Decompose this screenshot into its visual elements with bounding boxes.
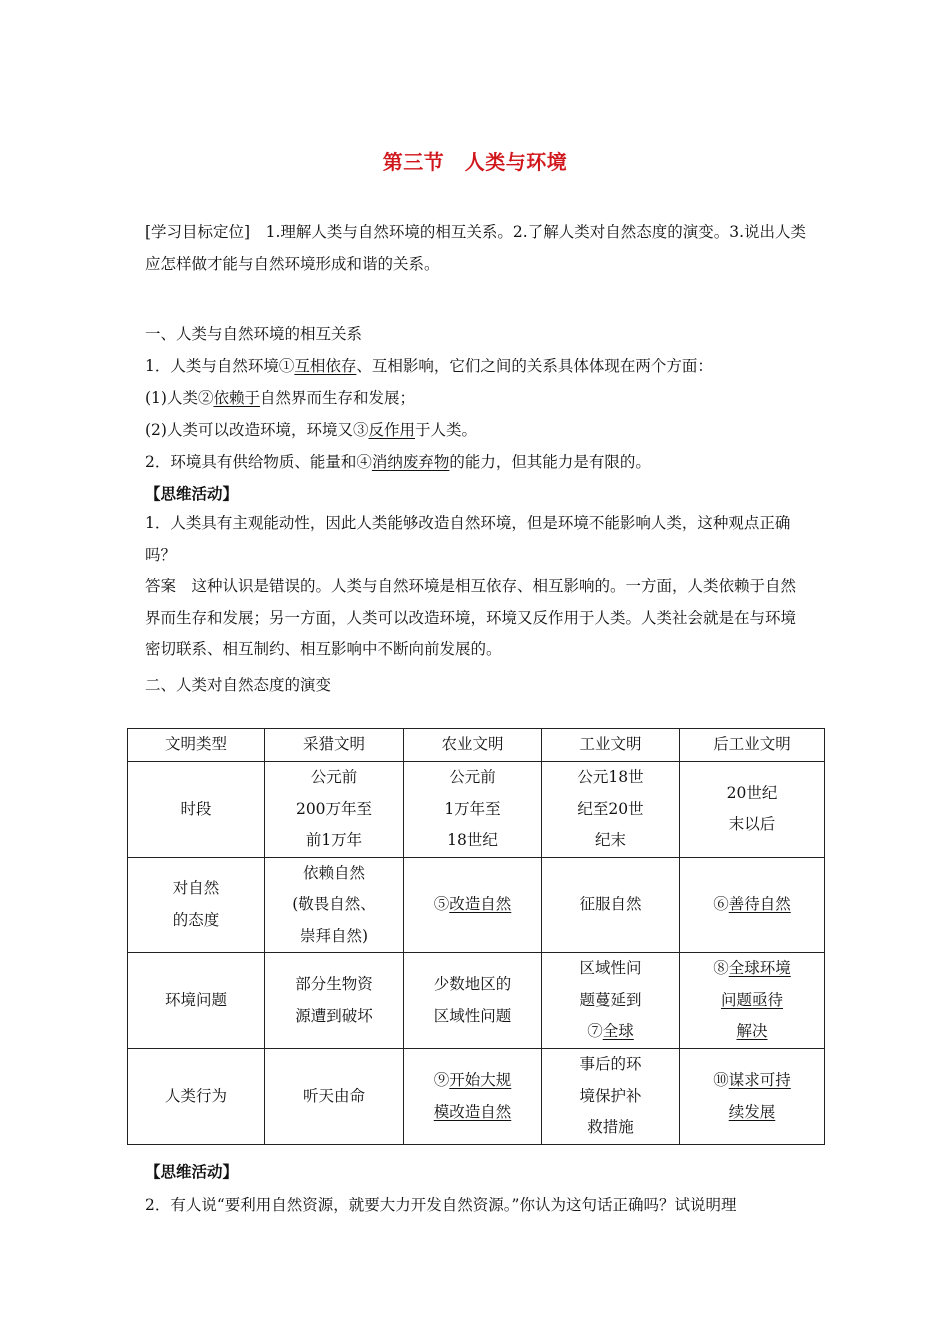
table-cell: 依赖自然 (敬畏自然、 崇拜自然) — [265, 857, 404, 953]
blank-answer: 消纳废弃物 — [371, 453, 450, 471]
row-label: 对自然 的态度 — [128, 857, 265, 953]
table-cell: 区域性问 题蔓延到 ⑦全球 — [542, 953, 680, 1049]
table-header: 采猎文明 — [265, 729, 404, 762]
table-header: 文明类型 — [128, 729, 265, 762]
point-1-2: (2)人类可以改造环境，环境又③反作用于人类。 — [145, 421, 477, 439]
table-row-behavior — [128, 1049, 825, 1145]
point-1-1: (1)人类②依赖于自然界而生存和发展； — [145, 389, 415, 407]
table-cell: 公元前 200万年至 前1万年 — [265, 762, 404, 858]
blank-answer: 全球 — [602, 1022, 634, 1041]
table-header-row — [128, 729, 825, 762]
table-cell: 部分生物资 源遭到破坏 — [265, 953, 404, 1049]
table-cell: ⑥善待自然 — [680, 857, 825, 953]
table-row-period — [128, 762, 825, 858]
blank-answer: 改造自然 — [449, 895, 512, 913]
activity-question-1: 1．人类具有主观能动性，因此人类能够改造自然环境，但是环境不能影响人类，这种观点正确吗？ — [145, 514, 791, 564]
row-label: 环境问题 — [128, 953, 265, 1049]
table-cell: 少数地区的 区域性问题 — [404, 953, 542, 1049]
activity-label-1: 【思维活动】 — [145, 485, 239, 503]
row-label: 时段 — [128, 762, 265, 858]
blank-answer: 开始大规 — [449, 1071, 512, 1089]
activity-answer-1: 答案 这种认识是错误的。人类与自然环境是相互依存、相互影响的。一方面，人类依赖于自然界而生存和发展；另一方面，人类可以改造环境，环境又反作用于人类。人类社会就是在与环境密切联系、相互制约、相互影响中不断向前发展的。 — [145, 577, 797, 658]
table-cell: ⑤改造自然 — [404, 857, 542, 953]
table-row-attitude — [128, 857, 825, 953]
table-row-problem — [128, 953, 825, 1049]
civilization-table — [127, 728, 825, 1145]
table-cell: 听天由命 — [265, 1049, 404, 1145]
table-header: 农业文明 — [404, 729, 542, 762]
section-heading-1: 一、人类与自然环境的相互关系 — [145, 325, 363, 343]
row-label: 人类行为 — [128, 1049, 265, 1145]
table-cell: 20世纪 末以后 — [680, 762, 825, 858]
blank-answer: 谋求可持 — [728, 1071, 791, 1089]
blank-answer: 善待自然 — [728, 895, 791, 913]
point-2: 2．环境具有供给物质、能量和④消纳废弃物的能力，但其能力是有限的。 — [145, 453, 651, 471]
table-header: 工业文明 — [542, 729, 680, 762]
table-cell: ⑧全球环境 问题亟待 解决 — [680, 953, 825, 1049]
blank-answer: 全球环境 — [728, 959, 791, 978]
blank-answer: 反作用 — [368, 421, 415, 439]
section-heading-2: 二、人类对自然态度的演变 — [145, 676, 332, 694]
point-1: 1．人类与自然环境①互相依存、互相影响，它们之间的关系具体体现在两个方面： — [145, 357, 713, 375]
goals-label: [学习目标定位] — [145, 223, 251, 241]
table-cell: 征服自然 — [542, 857, 680, 953]
table-cell: ⑩谋求可持 续发展 — [680, 1049, 825, 1145]
table-header: 后工业文明 — [680, 729, 825, 762]
activity-label-2: 【思维活动】 — [145, 1163, 239, 1181]
page-title: 第三节 人类与环境 — [382, 150, 568, 174]
table-cell: 公元前 1万年至 18世纪 — [404, 762, 542, 858]
activity-question-2: 2．有人说“要利用自然资源，就要大力开发自然资源。”你认为这句话正确吗？试说明理 — [145, 1196, 737, 1214]
blank-answer: 依赖于 — [213, 389, 260, 407]
blank-answer: 互相依存 — [294, 357, 357, 375]
goals-text: 1.理解人类与自然环境的相互关系。2.了解人类对自然态度的演变。3.说出人类应怎样做才能与自然环境形成和谐的关系。 — [145, 223, 806, 273]
table-cell: 公元18世 纪至20世 纪末 — [542, 762, 680, 858]
table-cell: ⑨开始大规 模改造自然 — [404, 1049, 542, 1145]
learning-goals — [145, 217, 810, 280]
table-cell: 事后的环 境保护补 救措施 — [542, 1049, 680, 1145]
